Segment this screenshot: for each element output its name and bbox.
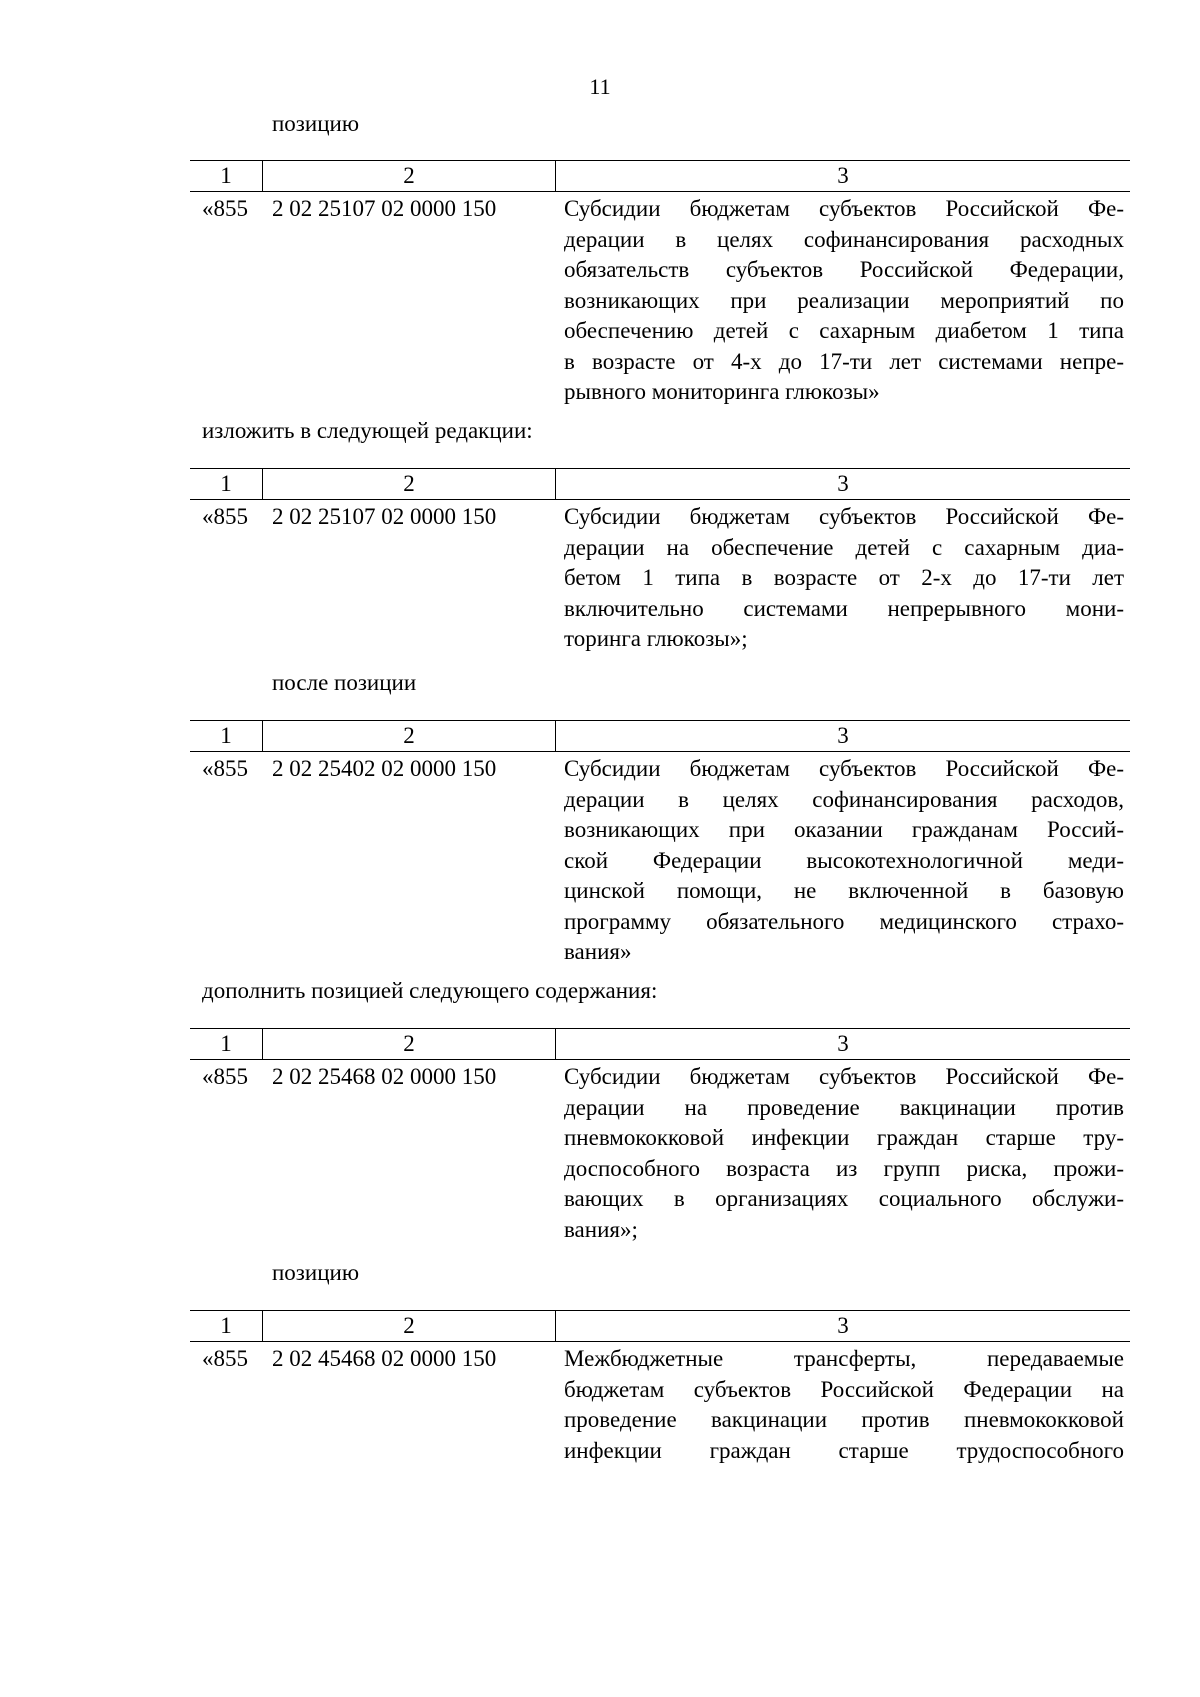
table-row — [190, 192, 1130, 408]
budget-code-cell: 2 02 45468 02 0000 150 — [272, 1346, 497, 1371]
table-header-cell: 1 — [190, 161, 263, 191]
chapter-code-cell: «855 — [202, 504, 248, 529]
description-line: ской Федерации высокотехнологичной меди- — [564, 847, 1124, 873]
budget-code-cell: 2 02 25107 02 0000 150 — [272, 504, 497, 529]
description-cell — [554, 754, 1130, 968]
description-cell — [554, 194, 1130, 408]
description-line: дерации в целях софинансирования расходных — [564, 226, 1124, 252]
table-header-cell: 2 — [263, 1311, 556, 1341]
description-cell — [554, 1062, 1130, 1245]
table-header-cell: 1 — [190, 1311, 263, 1341]
description-line: Субсидии бюджетам субъектов Российской Фе- — [564, 196, 1124, 221]
table-header-cell: 2 — [263, 161, 556, 191]
description-cell — [554, 502, 1130, 655]
description-line: включительно системами непрерывного мони- — [564, 595, 1124, 621]
description-line: пневмококковой инфекции граждан старше тру- — [564, 1125, 1124, 1150]
table-header-cell: 2 — [263, 721, 556, 751]
table-header-row — [190, 161, 1130, 192]
instruction-text: изложить в следующей редакции: — [202, 418, 533, 443]
instruction-text: позицию — [272, 111, 360, 136]
description-line: доспособного возраста из групп риска, прожи- — [564, 1155, 1124, 1181]
code-table — [190, 160, 1130, 408]
description-line: рывного мониторинга глюкозы» — [564, 379, 880, 404]
table-header-cell: 3 — [837, 1031, 849, 1056]
description-line: Субсидии бюджетам субъектов Российской Фе- — [564, 504, 1124, 529]
table-header-cell: 2 — [263, 469, 556, 499]
description-line: в возрасте от 4-х до 17-ти лет системами непре- — [564, 348, 1124, 374]
table-header-row — [190, 721, 1130, 752]
budget-code-cell: 2 02 25107 02 0000 150 — [272, 196, 497, 221]
page-number: 11 — [589, 74, 611, 99]
description-line: цинской помощи, не включенной в базовую — [564, 878, 1124, 903]
instruction-text: после позиции — [272, 670, 417, 695]
description-line: программу обязательного медицинского страхо- — [564, 908, 1124, 934]
description-line: торинга глюкозы»; — [564, 626, 748, 651]
code-table — [190, 1310, 1130, 1466]
description-line: обязательств субъектов Российской Федерации, — [564, 257, 1124, 282]
description-line: Субсидии бюджетам субъектов Российской Фе- — [564, 756, 1124, 781]
code-table — [190, 720, 1130, 968]
table-row — [190, 1060, 1130, 1245]
instruction-text: дополнить позицией следующего содержания: — [202, 978, 658, 1003]
chapter-code-cell: «855 — [202, 196, 248, 221]
table-header-cell: 3 — [837, 471, 849, 496]
table-header-cell: 1 — [190, 1029, 263, 1059]
chapter-code-cell: «855 — [202, 1064, 248, 1089]
description-line: возникающих при оказании гражданам Россий- — [564, 817, 1124, 842]
code-table — [190, 1028, 1130, 1245]
budget-code-cell: 2 02 25402 02 0000 150 — [272, 756, 497, 781]
description-line: вающих в организациях социального обслужи- — [564, 1186, 1124, 1211]
chapter-code-cell: «855 — [202, 1346, 248, 1371]
table-header-row — [190, 1311, 1130, 1342]
table-header-row — [190, 1029, 1130, 1060]
table-header-row — [190, 469, 1130, 500]
code-table — [190, 468, 1130, 655]
description-line: вания» — [564, 939, 632, 964]
description-line: бетом 1 типа в возрасте от 2-х до 17-ти лет — [564, 565, 1124, 590]
table-header-cell: 2 — [263, 1029, 556, 1059]
table-header-cell: 3 — [837, 163, 849, 188]
description-line: возникающих при реализации мероприятий по — [564, 287, 1124, 313]
table-header-cell: 3 — [837, 1313, 849, 1338]
table-header-cell: 3 — [837, 723, 849, 748]
description-line: бюджетам субъектов Российской Федерации на — [564, 1376, 1124, 1402]
description-line: обеспечению детей с сахарным диабетом 1 типа — [564, 318, 1124, 343]
table-row — [190, 1342, 1130, 1466]
description-line: вания»; — [564, 1216, 638, 1242]
description-line: дерации на проведение вакцинации против — [564, 1094, 1124, 1120]
description-line: инфекции граждан старше трудоспособного — [564, 1437, 1124, 1463]
chapter-code-cell: «855 — [202, 756, 248, 781]
instruction-text: позицию — [272, 1260, 360, 1285]
description-cell — [554, 1344, 1130, 1466]
table-header-cell: 1 — [190, 721, 263, 751]
description-line: дерации в целях софинансирования расходов, — [564, 786, 1124, 812]
budget-code-cell: 2 02 25468 02 0000 150 — [272, 1064, 497, 1089]
table-row — [190, 752, 1130, 968]
description-line: проведение вакцинации против пневмококковой — [564, 1407, 1124, 1432]
table-header-cell: 1 — [190, 469, 263, 499]
description-line: дерации на обеспечение детей с сахарным диа- — [564, 534, 1124, 560]
description-line: Межбюджетные трансферты, передаваемые — [564, 1346, 1124, 1371]
description-line: Субсидии бюджетам субъектов Российской Фе- — [564, 1064, 1124, 1089]
table-row — [190, 500, 1130, 655]
